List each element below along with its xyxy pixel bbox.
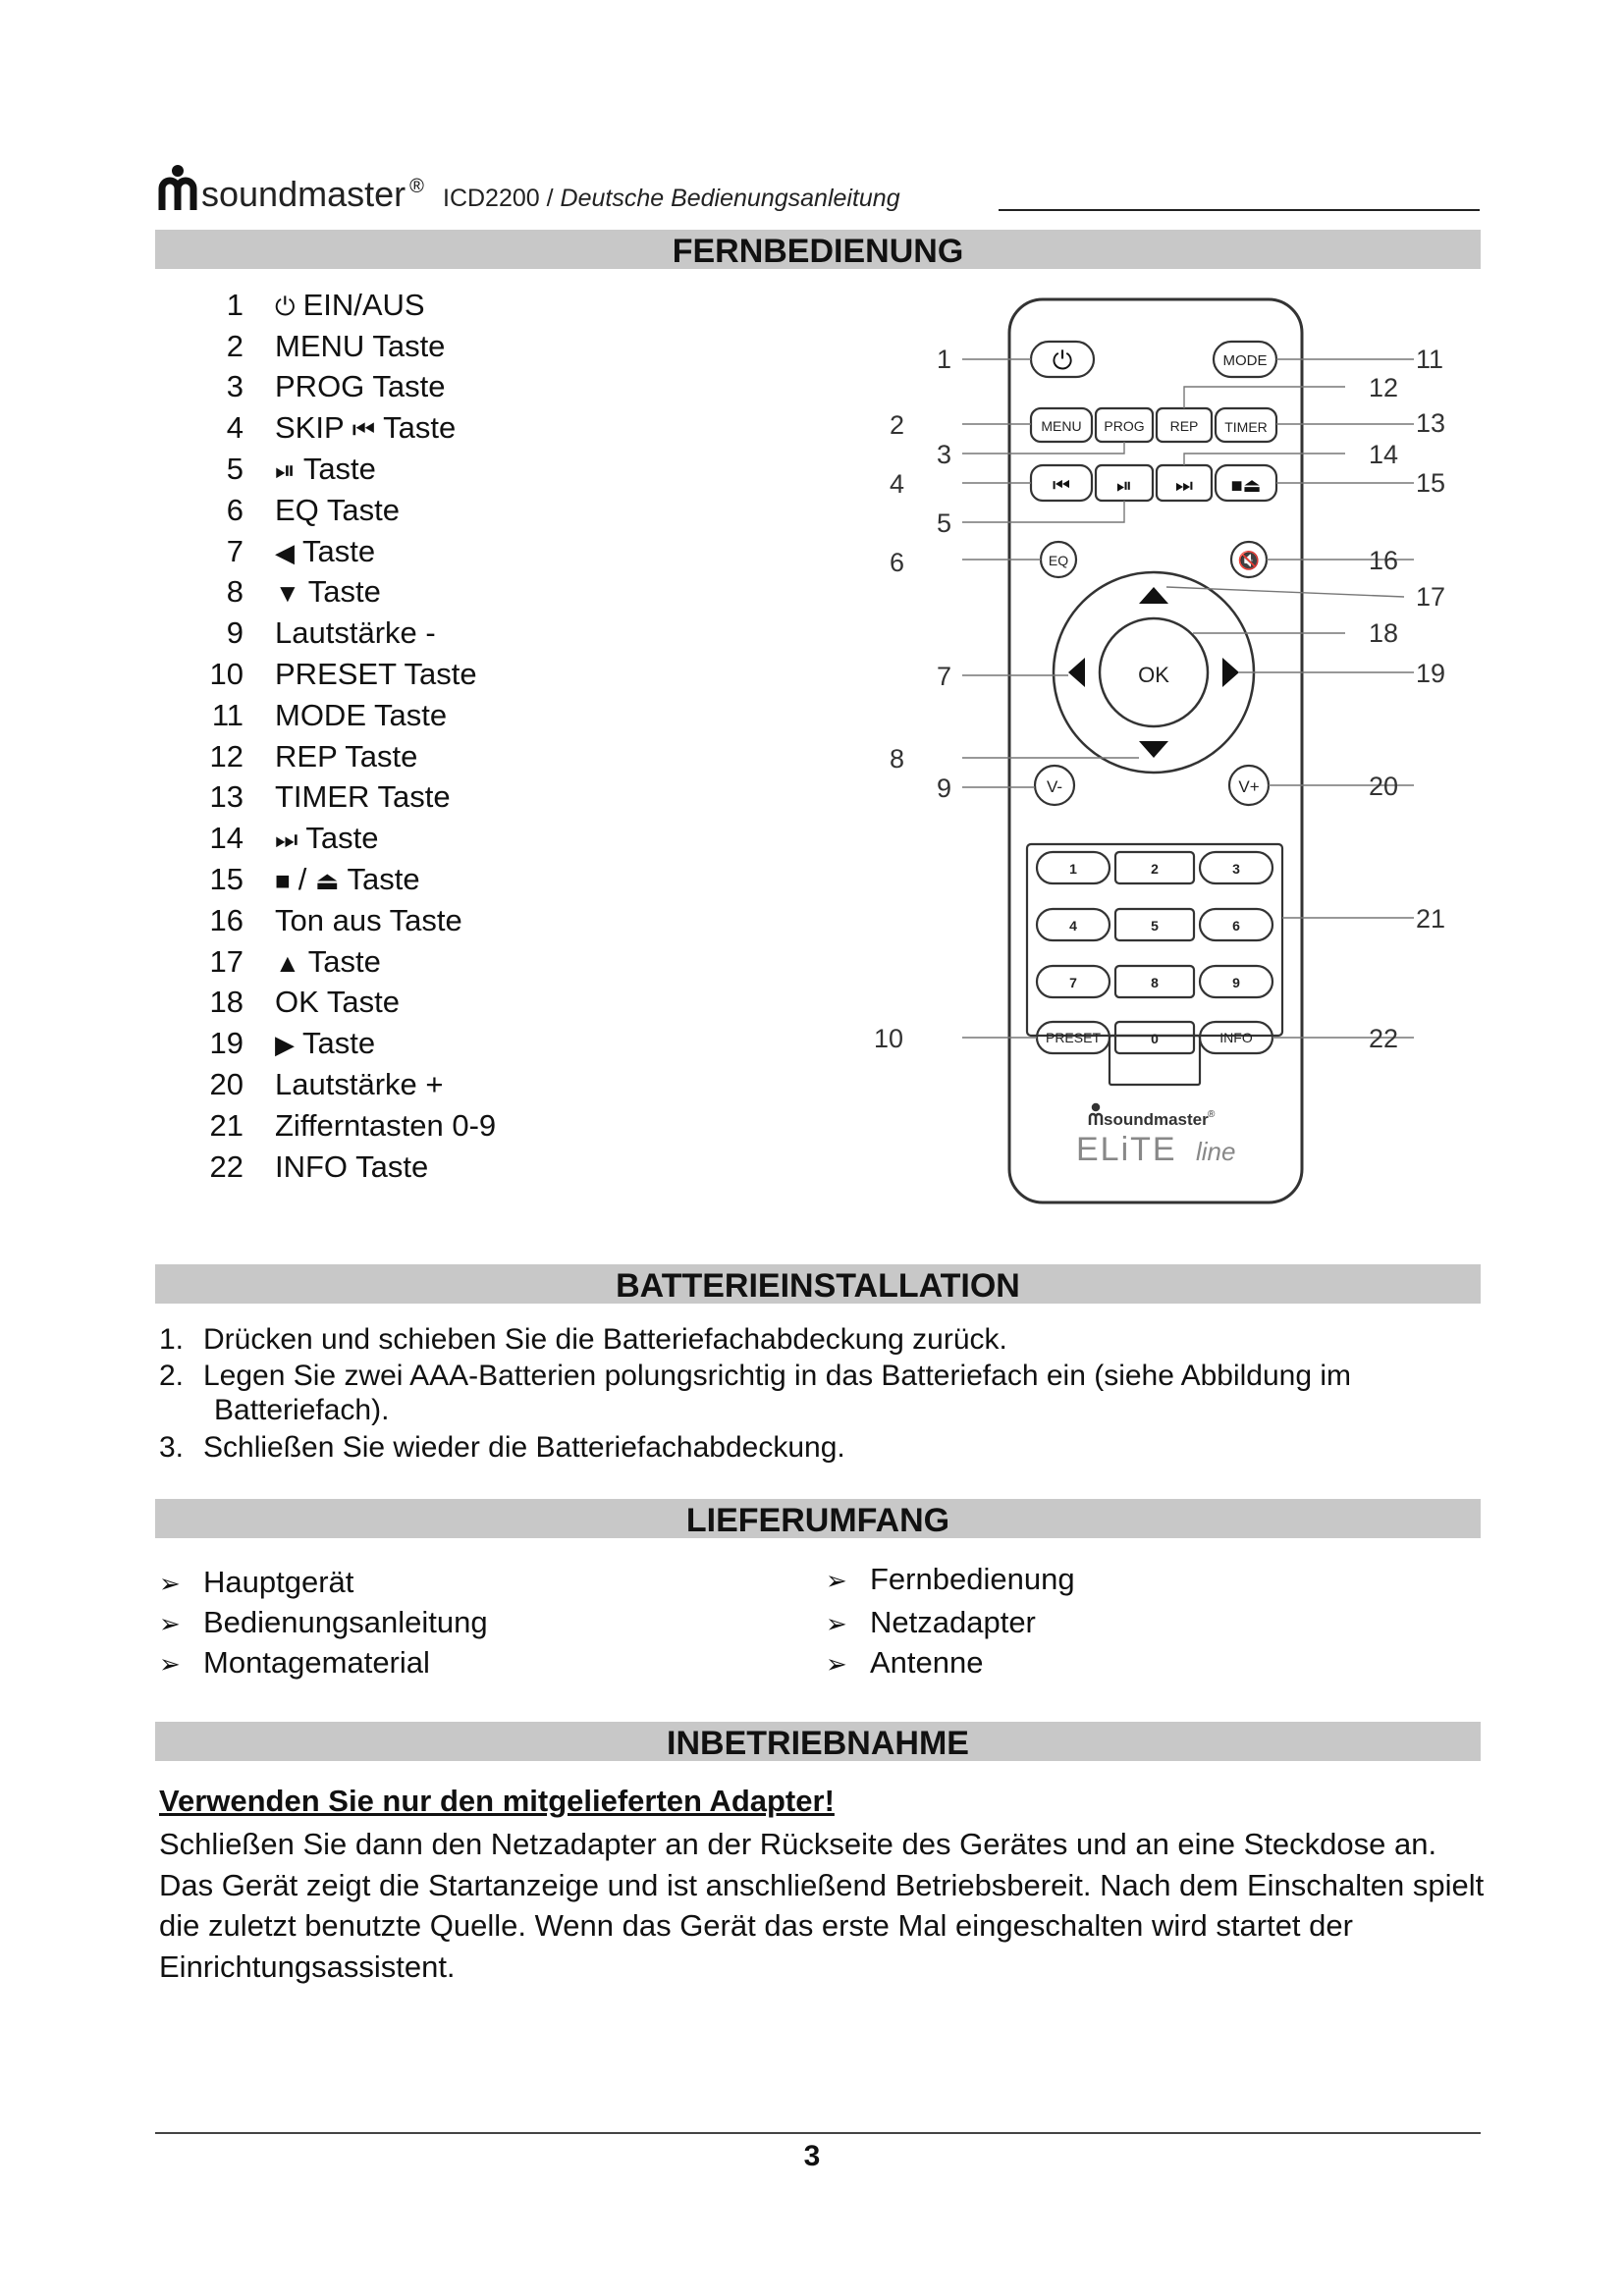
digit-5-label: 5 — [1151, 918, 1159, 934]
startup-paragraph: Schließen Sie dann den Netzadapter an der Rückseite des Gerätes und an eine Steckdose an. Das Gerät zeigt die Startanzeige und ist anschließend Betriebsbereit. Nach dem Einschalten spielt die zuletzt benutzte Quelle. Wenn das Gerät das erste Mal eingeschalten wird startet der Einrichtungsassistent. — [159, 1827, 1485, 1984]
delivery-item: ➢ Hauptgerät — [159, 1565, 354, 1599]
legend-item: 3 PROG Taste — [226, 369, 446, 404]
section-battery-title: BATTERIEINSTALLATION — [155, 1264, 1481, 1304]
prog-button-label: PROG — [1104, 418, 1145, 434]
battery-step-1: 1. Drücken und schieben Sie die Batteriefachabdeckung zurück. — [159, 1323, 1007, 1356]
rep-button-label: REP — [1169, 418, 1199, 434]
header-logo — [158, 157, 424, 212]
legend-item: 14 ⏭ Taste — [209, 821, 379, 856]
battery-step-2: 2. Legen Sie zwei AAA-Batterien polungsrichtig in das Batteriefach ein (siehe Abbildung im — [159, 1360, 1352, 1392]
arrow-up-icon: ▲ — [275, 947, 300, 978]
remote-legend — [169, 285, 581, 1188]
delivery-item: ➢ Netzadapter — [826, 1605, 1036, 1639]
skip-back-icon: ⏮ — [352, 414, 376, 445]
legend-item: 22 INFO Taste — [209, 1148, 429, 1184]
model-number: ICD2200 — [443, 185, 540, 212]
skip-forward-icon: ⏭ — [275, 825, 298, 855]
callout-22: 22 — [1369, 1024, 1399, 1053]
menu-button-label: MENU — [1041, 418, 1082, 434]
battery-step-3: 3. Schließen Sie wieder die Batteriefachabdeckung. — [159, 1431, 845, 1464]
ok-button-label: OK — [1138, 663, 1169, 687]
arrow-bullet-icon: ➢ — [159, 1649, 181, 1679]
manual-subtitle: Deutsche Bedienungsanleitung — [560, 185, 900, 212]
mute-button-icon: 🔇 — [1237, 551, 1261, 570]
callout-12: 12 — [1369, 373, 1399, 402]
callout-lines — [962, 359, 1414, 1038]
callout-11: 11 — [1416, 345, 1444, 374]
callout-8: 8 — [890, 744, 905, 774]
remote-logo-reg: ® — [1208, 1109, 1216, 1120]
callout-13: 13 — [1416, 408, 1446, 438]
legend-item: 4 SKIP ⏮ Taste — [226, 410, 457, 446]
callout-15: 15 — [1416, 468, 1446, 498]
callout-17: 17 — [1416, 582, 1446, 612]
skip-forward-button-icon: ⏭ — [1175, 475, 1193, 497]
callout-6: 6 — [890, 548, 905, 577]
digit-4-label: 4 — [1069, 918, 1077, 934]
digit-3-label: 3 — [1232, 861, 1240, 877]
arrow-bullet-icon: ➢ — [826, 1609, 847, 1638]
remote-logo-text: soundmaster — [1104, 1110, 1209, 1129]
legend-item: 20 Lautstärke + — [209, 1067, 444, 1102]
arrow-bullet-icon: ➢ — [159, 1609, 181, 1638]
remote-control-diagram — [854, 285, 1483, 1217]
adapter-warning: Verwenden Sie nur den mitgelieferten Adapter! — [159, 1784, 835, 1818]
stop-icon: ■ — [275, 866, 291, 896]
callout-9: 9 — [937, 774, 952, 803]
battery-step-2-continued: Batteriefach). — [214, 1394, 390, 1426]
callout-7: 7 — [937, 662, 952, 691]
volume-up-label: V+ — [1238, 777, 1260, 796]
nav-up-icon — [1139, 587, 1168, 604]
legend-item: 6 EQ Taste — [226, 492, 400, 527]
callout-10: 10 — [874, 1024, 904, 1053]
remote-series-script: line — [1196, 1137, 1236, 1166]
info-button-label: INFO — [1219, 1030, 1253, 1045]
play-pause-button-icon: ⏯ — [1116, 475, 1132, 497]
legend-item: 10 PRESET Taste — [209, 657, 477, 692]
mode-button-label: MODE — [1222, 352, 1268, 369]
footer-rule — [155, 2132, 1481, 2134]
section-remote-title: FERNBEDIENUNG — [155, 230, 1481, 269]
delivery-item: ➢ Bedienungsanleitung — [159, 1605, 488, 1639]
digit-2-label: 2 — [1151, 861, 1159, 877]
delivery-item: ➢ Fernbedienung — [826, 1562, 1075, 1596]
eject-icon: ⏏ — [314, 866, 340, 896]
play-pause-icon: ⏯ — [275, 455, 296, 486]
brand-name: soundmaster — [201, 174, 406, 214]
digit-8-label: 8 — [1151, 975, 1159, 990]
page-number: 3 — [803, 2140, 821, 2172]
callout-2: 2 — [890, 410, 905, 440]
nav-right-icon — [1222, 658, 1239, 687]
power-button-icon: ⏻ — [1052, 346, 1073, 375]
callout-1: 1 — [937, 345, 952, 374]
volume-down-label: V- — [1046, 777, 1063, 796]
arrow-bullet-icon: ➢ — [826, 1566, 847, 1595]
callout-20: 20 — [1369, 772, 1399, 801]
callout-16: 16 — [1369, 546, 1399, 575]
header-separator: / — [539, 185, 561, 212]
legend-item: 1 ⏻ EIN/AUS — [226, 287, 425, 322]
header-model — [443, 185, 900, 213]
digit-0-label: 0 — [1151, 1031, 1159, 1046]
legend-item: 18 OK Taste — [209, 985, 400, 1020]
callout-4: 4 — [890, 469, 905, 499]
arrow-bullet-icon: ➢ — [159, 1569, 181, 1598]
skip-back-button-icon: ⏮ — [1053, 475, 1070, 497]
legend-item: 2 MENU Taste — [226, 328, 446, 363]
nav-down-icon — [1139, 741, 1168, 758]
header-rule — [999, 209, 1480, 211]
digit-7-label: 7 — [1069, 975, 1077, 990]
arrow-right-icon: ▶ — [275, 1030, 295, 1060]
section-delivery-title: LIEFERUMFANG — [155, 1499, 1481, 1538]
registered-mark: ® — [409, 176, 424, 197]
power-icon: ⏻ — [275, 291, 296, 321]
callout-5: 5 — [937, 508, 952, 538]
remote-logo-icon — [1090, 1104, 1102, 1125]
nav-left-icon — [1068, 658, 1085, 687]
legend-item: 9 Lautstärke - — [226, 615, 436, 651]
callout-19: 19 — [1416, 659, 1446, 688]
callout-14: 14 — [1369, 440, 1399, 469]
callout-18: 18 — [1369, 618, 1399, 648]
section-startup-title: INBETRIEBNAHME — [155, 1722, 1481, 1761]
legend-item: 17 ▲ Taste — [209, 943, 381, 979]
arrow-down-icon: ▼ — [275, 578, 300, 609]
legend-item: 7 ◀ Taste — [226, 533, 376, 568]
delivery-item: ➢ Montagematerial — [159, 1645, 430, 1680]
legend-item: 12 REP Taste — [209, 738, 418, 774]
preset-button-label: PRESET — [1045, 1030, 1102, 1045]
stop-eject-button-icon: ■⏏ — [1230, 475, 1262, 497]
timer-button-label: TIMER — [1224, 419, 1268, 435]
digit-9-label: 9 — [1232, 975, 1240, 990]
legend-item: 15 ■ / ⏏ Taste — [209, 862, 420, 897]
legend-item: 19 ▶ Taste — [209, 1026, 376, 1061]
legend-item: 11 MODE Taste — [211, 697, 448, 732]
callout-21: 21 — [1416, 904, 1446, 934]
legend-item: 13 TIMER Taste — [209, 779, 451, 815]
callout-3: 3 — [937, 440, 952, 469]
remote-series-text: ELiTE — [1076, 1131, 1177, 1168]
arrow-left-icon: ◀ — [275, 537, 295, 567]
digit-1-label: 1 — [1069, 861, 1077, 877]
legend-item: 8 ▼ Taste — [226, 574, 381, 610]
arrow-bullet-icon: ➢ — [826, 1649, 847, 1679]
soundmaster-logo-icon — [158, 163, 197, 212]
legend-item: 21 Zifferntasten 0-9 — [209, 1107, 497, 1143]
delivery-item: ➢ Antenne — [826, 1645, 984, 1680]
legend-item: 16 Ton aus Taste — [209, 902, 462, 937]
digit-6-label: 6 — [1232, 918, 1240, 934]
legend-item: 5 ⏯ Taste — [226, 452, 376, 487]
eq-button-label: EQ — [1048, 553, 1069, 568]
